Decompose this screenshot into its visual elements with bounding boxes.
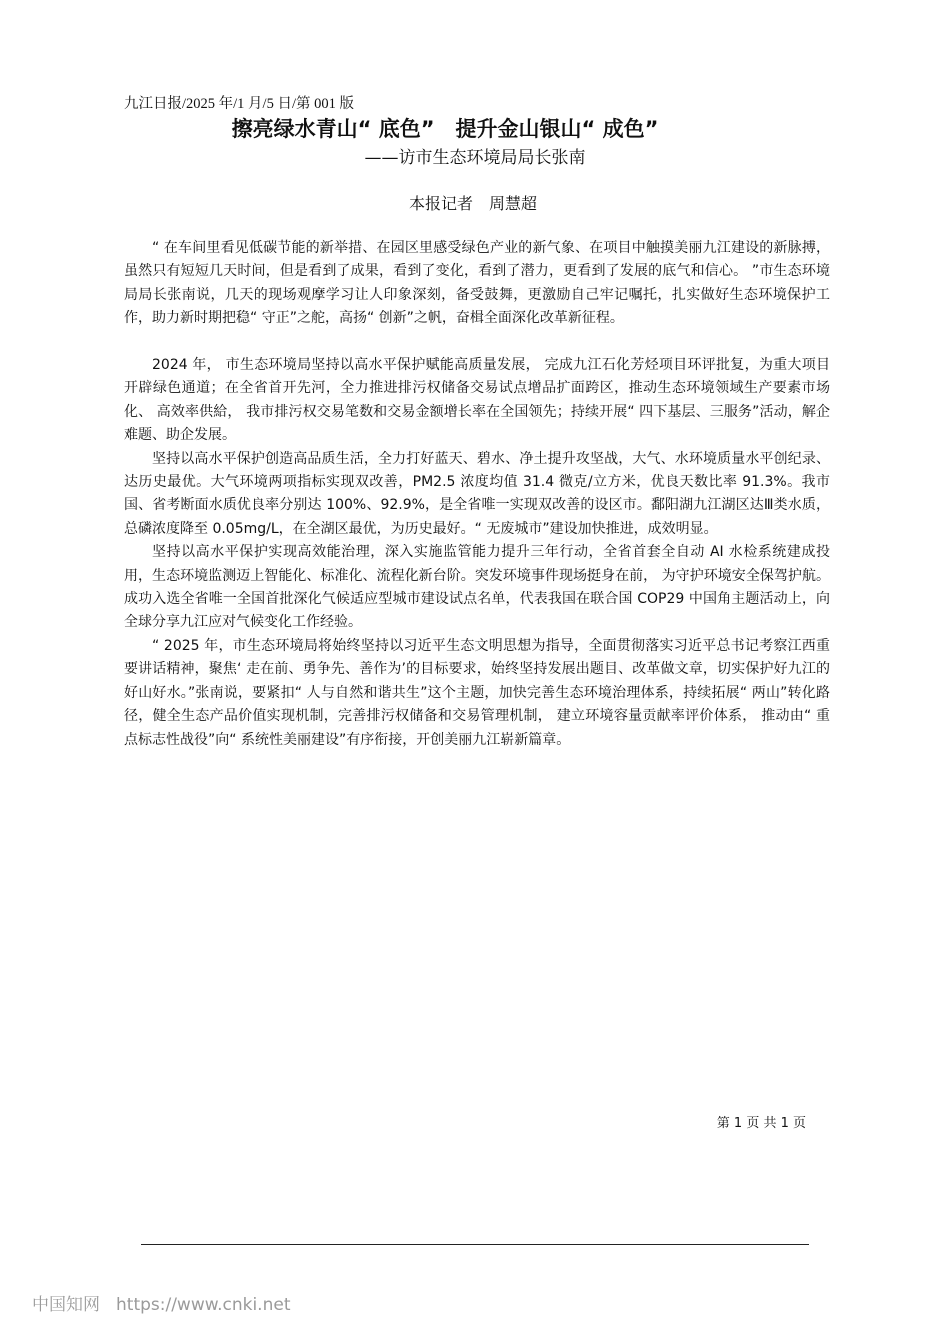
paragraph: “ 2025 年，市生态环境局将始终坚持以习近平生态文明思想为指导，全面贯彻落实习近平总书记考察江西重要讲话精神，聚焦‘ 走在前、勇争先、善作为’的目标要求，始终坚持发展出题目、改革做文章，切实保护好九江的好山好水。”张南说，要紧扣“ 人与自然和谐共生”这个主题，加快完善生态环境治理体系，持续拓展“ 两山”转化路径，健全生态产品价值实现机制，完善排污权储备和交易管理机制， 建立环境容量贡献率评价体系， 推动由“ 重点标志性战役”向“ 系统性美丽建设”有序衔接，开创美丽九江崭新篇章。 [124, 637, 830, 748]
paragraph: 坚持以高水平保护实现高效能治理，深入实施监管能力提升三年行动，全省首套全自动 AI 水检系统建成投用，生态环境监测迈上智能化、标准化、流程化新台阶。突发环境事件现场挺身在前， 为守护环境安全保驾护航。 成功入选全省唯一全国首批深化气候适应型城市建设试点名单，代表我国在联合国 COP29 中国角主题活动上，向全球分享九江应对气候变化工作经验。 [124, 544, 830, 631]
subheadline: ——访市生态环境局局长张南 [364, 148, 586, 168]
paragraph: 坚持以高水平保护创造高品质生活，全力打好蓝天、碧水、净土提升攻坚战，大气、水环境质量水平创纪录、达历史最优。大气环境两项指标实现双改善，PM2.5 浓度均值 31.4 微克/立方米，优良天数比率 91.3%。我市国、省考断面水质优良率分别达 100%、92.9%，是全省唯一实现双改善的设区市。鄱阳湖九江湖区达Ⅲ类水质，总磷浓度降至 0.05mg/L，在全湖区最优，为历史最好。“ 无废城市”建设加快推进，成效明显。 [124, 450, 830, 537]
watermark-url: https://www.cnki.net [116, 1295, 291, 1315]
paragraph: “ 在车间里看见低碳节能的新举措、在园区里感受绿色产业的新气象、在项目中触摸美丽九江建设的新脉搏，虽然只有短短几天时间，但是看到了成果，看到了变化，看到了潜力，更看到了发展的底气和信心。 ”市生态环境局局长张南说，几天的现场观摩学习让人印象深刻，备受鼓舞，更激励自己牢记嘱托，扎实做好生态环境保护工作，助力新时期把稳“ 守正”之舵，高扬“ 创新”之帆，奋楫全面深化改革新征程。 [124, 240, 830, 327]
page-number: 第 1 页 共 1 页 [716, 1116, 806, 1131]
article-body [124, 237, 830, 752]
watermark-brand: 中国知网 [32, 1295, 100, 1315]
byline: 本报记者 周慧超 [408, 194, 537, 213]
footer-divider [141, 1244, 809, 1245]
headline: 擦亮绿水青山“ 底色” 提升金山银山“ 成色” [231, 117, 659, 141]
dateline: 九江日报/2025 年/1 月/5 日/第 001 版 [124, 96, 354, 112]
watermark [32, 1293, 290, 1317]
paragraph: 2024 年， 市生态环境局坚持以高水平保护赋能高质量发展， 完成九江石化芳烃项目环评批复，为重大项目开辟绿色通道；在全省首开先河，全力推进排污权储备交易试点增品扩面跨区，推动生态环境领域生产要素市场化、 高效率供給， 我市排污权交易笔数和交易金额增长率在全国领先；持续开展“ 四下基层、三服务”活动，解企难题、助企发展。 [124, 357, 830, 444]
